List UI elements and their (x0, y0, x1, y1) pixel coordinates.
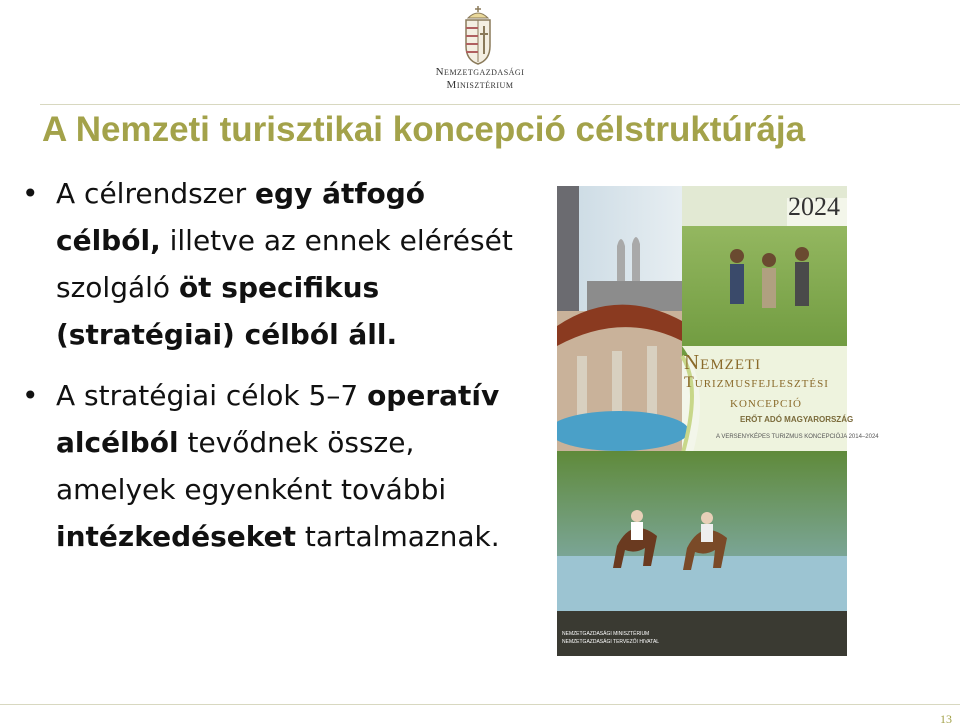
bullet-text: A célrendszer (56, 177, 256, 210)
ministry-line-1: Nemzetgazdasági (435, 66, 525, 78)
cover-footer-line-1: NEMZETGAZDASÁGI MINISZTÉRIUM (562, 631, 650, 637)
bullet-text: illetve az ennek elérését szolgáló (56, 224, 513, 304)
bullet-item (20, 170, 530, 358)
bullet-dot-icon: • (22, 177, 39, 210)
bullet-text: A stratégiai célok 5–7 (56, 379, 368, 412)
bullet-bold-text: operatív alcélból (56, 379, 500, 459)
bullet-list (20, 170, 530, 560)
bullet-text: tevődnek össze, amelyek egyenként további (56, 426, 447, 506)
bullet-text: tartalmaznak. (296, 520, 500, 553)
bullet-bold-text: egy átfogó célból, (56, 177, 426, 257)
slide-title: A Nemzeti turisztikai koncepció célstruktúrája (42, 110, 806, 149)
bullet-item (20, 372, 530, 560)
page-number: 13 (940, 712, 952, 726)
ministry-logo (0, 0, 960, 100)
ministry-line-2: Minisztérium (446, 79, 514, 91)
footer-divider (0, 704, 960, 705)
bullet-bold-text: öt specifikus (stratégiai) célból áll. (56, 271, 398, 351)
ministry-name (380, 66, 580, 92)
cover-title-line-2: Turizmusfejlesztési (684, 374, 829, 391)
cover-year: 2024 (788, 192, 840, 221)
cover-title-line-1: Nemzeti (684, 350, 762, 374)
cover-title-line-3: koncepció (730, 394, 802, 411)
cover-subtitle: A VERSENYKÉPES TURIZMUS KONCEPCIÓJA 2014–2024 (716, 434, 879, 440)
bullet-bold-text: intézkedéseket (56, 520, 296, 553)
header-divider (40, 104, 960, 105)
coat-of-arms-icon (458, 6, 498, 68)
bullet-dot-icon: • (22, 379, 39, 412)
cover-tagline: ERŐT ADÓ MAGYARORSZÁG (740, 415, 854, 424)
cover-footer-line-2: NEMZETGAZDASÁGI TERVEZŐI HIVATAL (562, 639, 660, 645)
